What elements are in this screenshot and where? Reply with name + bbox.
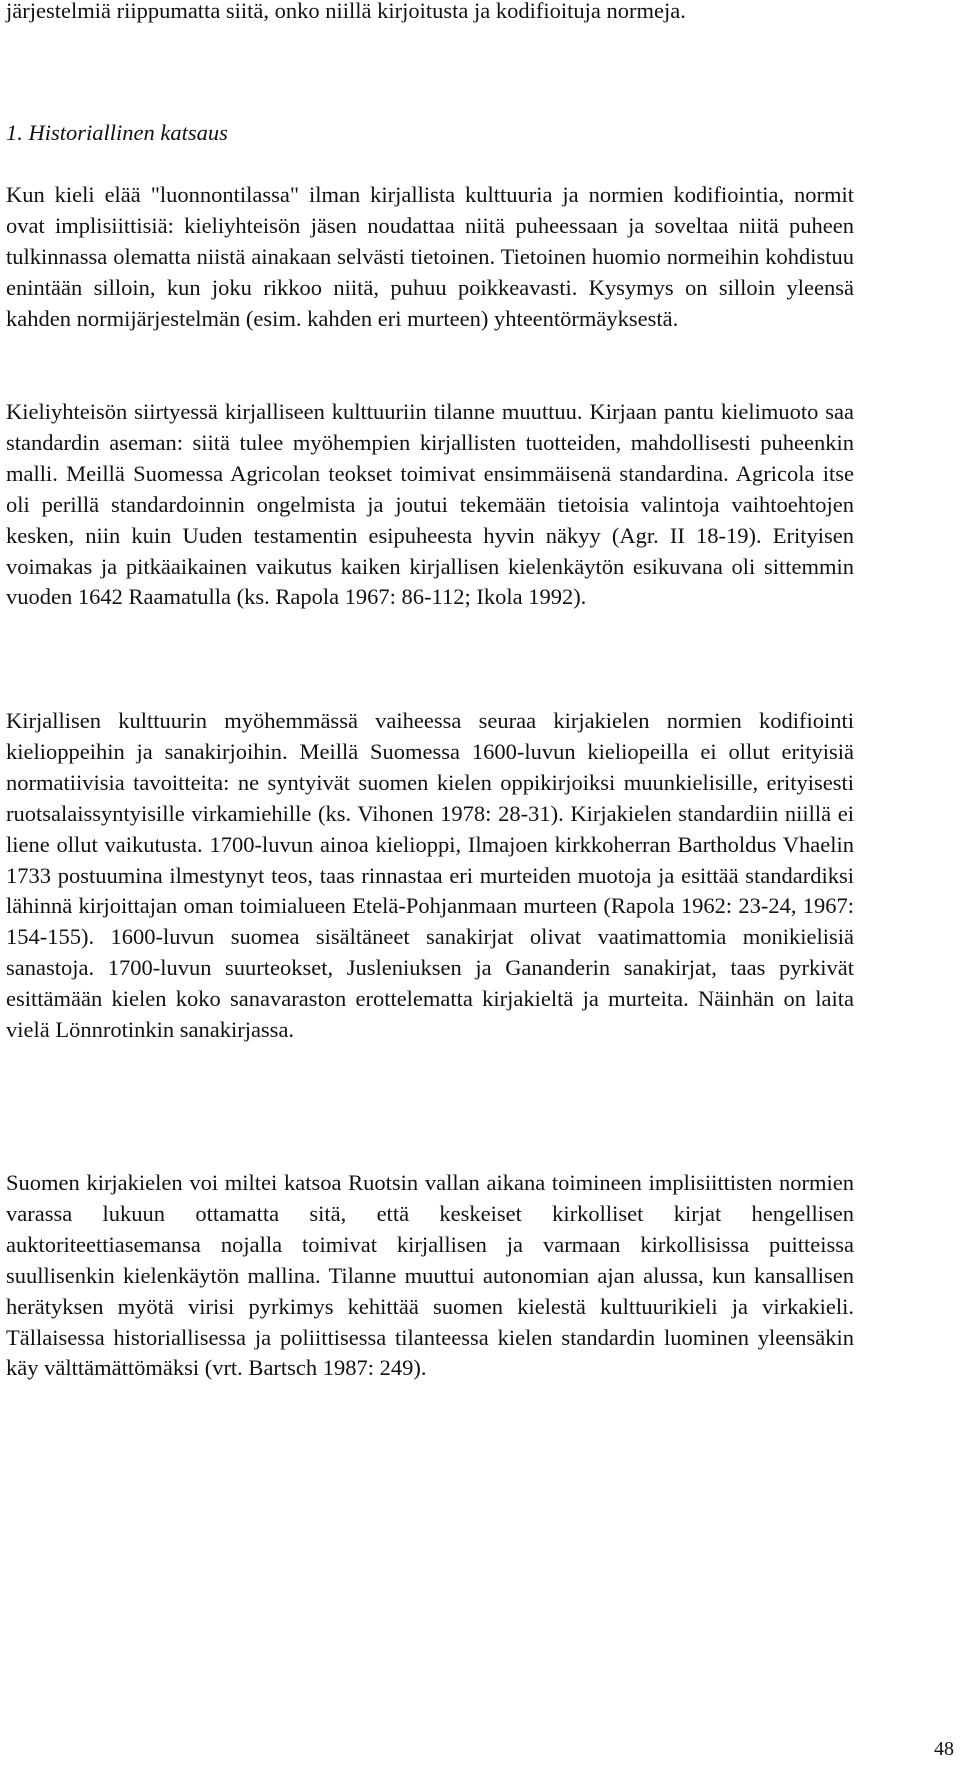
paragraph-1: Kun kieli elää "luonnontilassa" ilman kirjallista kulttuuria ja normien kodifiointia, normit ovat implisiittisiä: kieliyhteisön jäsen noudattaa niitä puheessaan ja soveltaa niitä puheen tulkinnassa olematta niistä ainakaan selvästi tietoinen. Tietoinen huomio normeihin kohdistuu enintään silloin, kun joku rikkoo niitä, puhuu poikkeavasti. Kysymys on silloin yleensä kahden normijärjestelmän (esim. kahden eri murteen) yhteentörmäyksestä. <box>6 182 854 331</box>
paragraph-2: Kieliyhteisön siirtyessä kirjalliseen kulttuuriin tilanne muuttuu. Kirjaan pantu kielimuoto saa standardin aseman: siitä tulee myöhempien kirjallisten tuotteiden, mahdollisesti puheenkin malli. Meillä Suomessa Agricolan teokset toimivat ensimmäisenä standardina. Agricola itse oli perillä standardoinnin ongelmista ja joutui tekemään tietoisia valintoja vaihtoehtojen kesken, niin kuin Uuden testamentin esipuheesta hyvin näkyy (Agr. II 18-19). Erityisen voimakas ja pitkäaikainen vaikutus kaiken kirjallisen kielenkäytön esikuvana oli sittemmin vuoden 1642 Raamatulla (ks. Rapola 1967: 86-112; Ikola 1992). <box>6 399 854 610</box>
paragraph-4: Suomen kirjakielen voi miltei katsoa Ruotsin vallan aikana toimineen implisiittisten normien varassa lukuun ottamatta sitä, että keskeiset kirkolliset kirjat hengellisen auktoriteettiasemansa nojalla toimivat kirjallisen ja varmaan kirkollisissa puitteissa suullisenkin kielenkäytön mallina. Tilanne muuttui autonomian ajan alussa, kun kansallisen herätyksen myötä virisi pyrkimys kehittää suomen kielestä kulttuurikieli ja virkakieli. Tällaisessa historiallisessa ja poliittisessa tilanteessa kielen standardin luominen yleensäkin käy välttämättömäksi (vrt. Bartsch 1987: 249). <box>6 1170 854 1381</box>
intro-fragment: järjestelmiä riippumatta siitä, onko niillä kirjoitusta ja kodifioituja normeja. <box>6 0 686 23</box>
page-number: 48 <box>934 1738 954 1760</box>
section-heading: 1. Historiallinen katsaus <box>6 120 228 145</box>
paragraph-3: Kirjallisen kulttuurin myöhemmässä vaiheessa seuraa kirjakielen normien kodifiointi kielioppeihin ja sanakirjoihin. Meillä Suomessa 1600-luvun kieliopeilla ei ollut erityisiä normatiivisia tavoitteita: ne syntyivät suomen kielen oppikirjoiksi muunkielisille, erityisesti ruotsalaissyntyisille virkamiehille (ks. Vihonen 1978: 28-31). Kirjakielen standardiin niillä ei liene ollut vaikutusta. 1700-luvun ainoa kielioppi, Ilmajoen kirkkoherran Bartholdus Vhaelin 1733 postuumina ilmestynyt teos, taas rinnastaa eri murteiden muotoja ja esittää standardiksi lähinnä kirjoittajan oman toimialueen Etelä-Pohjanmaan murteen (Rapola 1962: 23-24, 1967: 154-155). 1600-luvun suomea sisältäneet sanakirjat olivat vaatimattomia monikielisiä sanastoja. 1700-luvun suurteokset, Jusleniuksen ja Gananderin sanakirjat, taas pyrkivät esittämään kielen koko sanavaraston erottelematta kirjakieltä ja murteita. Näinhän on laita vielä Lönnrotinkin sanakirjassa. <box>6 708 854 1043</box>
